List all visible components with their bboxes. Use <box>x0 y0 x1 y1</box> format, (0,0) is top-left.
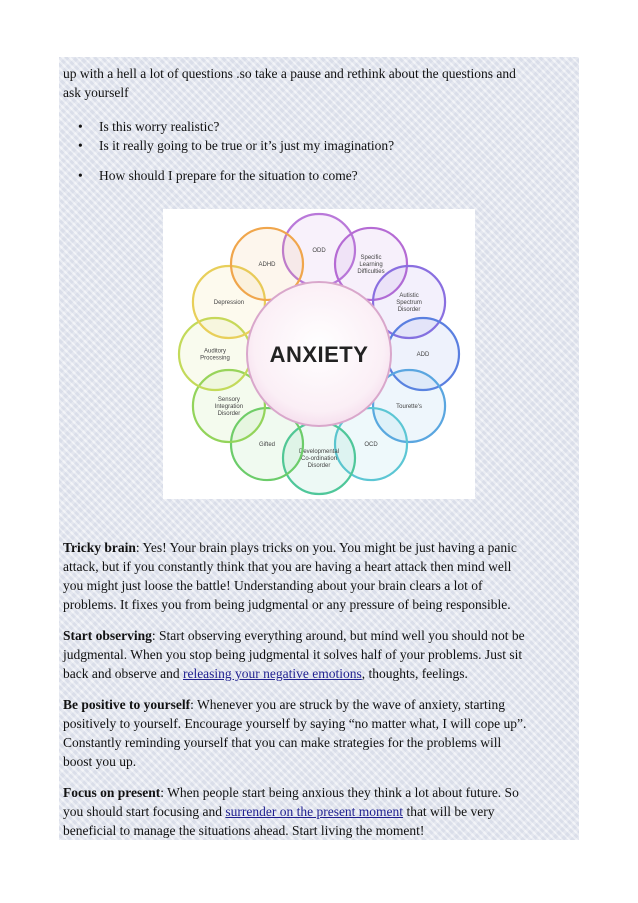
tricky-line-3: you might just loose the battle! Understanding about your brain clears a lot of <box>63 578 483 593</box>
disorder-label: Co-ordination <box>300 456 338 462</box>
observing-text-3a: back and observe and <box>63 666 183 681</box>
anxiety-diagram-svg <box>163 209 475 499</box>
question-list <box>63 117 394 155</box>
disorder-label: Gifted <box>258 442 276 449</box>
disorder-label: Auditory <box>203 348 227 355</box>
present-text-2a: you should start focusing and <box>63 804 226 819</box>
question-item: • How should I prepare for the situation to come? <box>63 166 358 185</box>
intro-line-2: ask yourself <box>63 85 129 100</box>
question-item: • Is this worry realistic? <box>63 117 394 136</box>
tricky-line-2: attack, but if you constantly think that you are having a heart attack then mind well <box>63 559 512 574</box>
disorder-label: ADD <box>416 352 430 358</box>
surrender-present-moment-link[interactable]: surrender on the present moment <box>225 804 404 819</box>
tricky-line-1 <box>63 538 577 557</box>
positive-heading: Be positive to yourself <box>63 697 191 712</box>
disorder-label: OCD <box>364 442 378 449</box>
center-label: ANXIETY <box>269 342 369 367</box>
observing-heading: Start observing <box>63 628 152 643</box>
tricky-heading: Tricky brain <box>63 540 136 555</box>
disorder-label: Sensory <box>217 397 240 403</box>
question-list-2 <box>63 166 358 185</box>
observing-text-3b: , thoughts, feelings. <box>361 666 468 681</box>
present-text-2b: that will be very <box>403 804 495 819</box>
present-line-1 <box>63 783 577 802</box>
question-item: • Is it really going to be true or it’s just my imagination? <box>63 136 394 155</box>
positive-line-2: positively to yourself. Encourage yourself by saying “no matter what, I will cope up”. <box>63 716 527 731</box>
positive-line-1 <box>63 695 577 714</box>
observing-line-3 <box>63 664 577 683</box>
present-line-2 <box>63 802 577 821</box>
disorder-label: ADHD <box>258 261 276 268</box>
disorder-label: Difficulties <box>357 268 385 275</box>
disorder-label: Disorder <box>307 463 331 469</box>
observing-line-2: judgmental. When you stop being judgmental it solves half of your problems. Just sit <box>63 647 523 662</box>
present-heading: Focus on present <box>63 785 161 800</box>
disorder-label: Processing <box>200 355 230 362</box>
disorder-label: Autistic <box>399 293 419 299</box>
disorder-label: Depression <box>213 300 245 306</box>
anxiety-diagram <box>163 209 475 499</box>
positive-line-4: boost you up. <box>63 754 137 769</box>
tricky-line-4: problems. It fixes you from being judgmental or any pressure of being responsible. <box>63 597 511 612</box>
intro-line-1: up with a hell a lot of questions .so take a pause and rethink about the questions and <box>63 66 516 81</box>
disorder-label: Tourette's <box>396 404 422 410</box>
observing-text-1: : Start observing everything around, but mind well you should not be <box>151 628 525 643</box>
disorder-label: Developmental <box>298 449 340 455</box>
disorder-label: Specific <box>360 254 382 261</box>
disorder-label: Disorder <box>397 307 421 313</box>
positive-line-3: Constantly reminding yourself that you can make strategies for the problems will <box>63 735 502 750</box>
disorder-label: Spectrum <box>396 300 422 306</box>
present-text-1: : When people start being anxious they think a lot about future. So <box>160 785 519 800</box>
observing-line-1 <box>63 626 577 645</box>
tricky-text-1: : Yes! Your brain plays tricks on you. You might be just having a panic <box>135 540 517 555</box>
disorder-label: Learning <box>359 261 383 268</box>
disorder-label: ODD <box>312 248 326 254</box>
present-line-3: beneficial to manage the situations ahead. Start living the moment! <box>63 823 425 838</box>
releasing-negative-emotions-link[interactable]: releasing your negative emotions <box>182 666 362 681</box>
disorder-label: Disorder <box>217 411 241 417</box>
disorder-label: Integration <box>214 404 244 410</box>
positive-text-1: : Whenever you are struck by the wave of anxiety, starting <box>190 697 506 712</box>
